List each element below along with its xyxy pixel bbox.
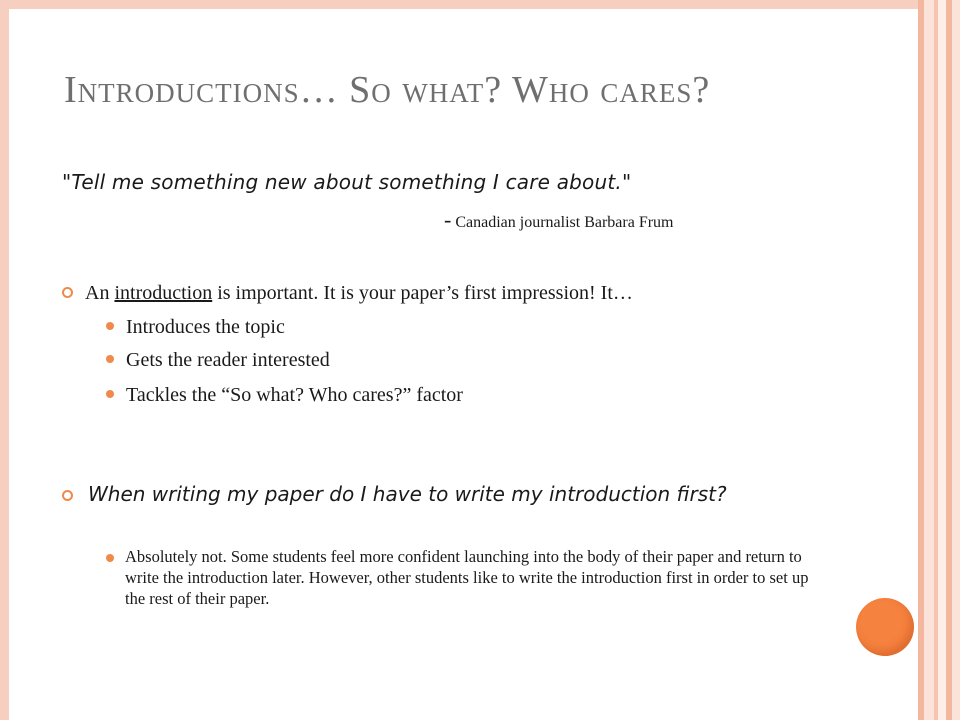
bullet-underlined-word: introduction bbox=[114, 282, 213, 304]
sub-bullet-text: Introduces the topic bbox=[126, 316, 285, 338]
answer-bullet bbox=[106, 546, 826, 609]
bullet-suffix: is important. It is your paper’s first impression! It… bbox=[212, 282, 633, 304]
decorative-stripes bbox=[918, 0, 960, 720]
sub-bullet bbox=[106, 316, 285, 339]
title-sub: So what? Who cares? bbox=[349, 69, 711, 111]
quote-text: "Tell me something new about something I care about." bbox=[62, 170, 632, 194]
answer-text: Absolutely not. Some students feel more confident launching into the body of their paper and return to write the introduction later. However, other students like to write the introduction first in order to set up the rest of their paper. bbox=[125, 547, 809, 608]
attribution-dash: - bbox=[444, 207, 452, 232]
sub-bullet-text: Gets the reader interested bbox=[126, 349, 330, 371]
dot-bullet-icon bbox=[106, 322, 114, 330]
dot-bullet-icon bbox=[106, 355, 114, 363]
slide-title bbox=[64, 68, 710, 112]
bullet-prefix: An bbox=[85, 282, 115, 304]
bullet-introduction bbox=[62, 282, 633, 305]
dot-bullet-icon bbox=[106, 390, 114, 398]
ring-bullet-icon bbox=[62, 287, 73, 298]
question-text: When writing my paper do I have to write my introduction first? bbox=[88, 482, 727, 506]
attribution-text: Canadian journalist Barbara Frum bbox=[455, 214, 674, 231]
ring-bullet-icon bbox=[62, 490, 73, 501]
sub-bullet bbox=[106, 384, 463, 407]
quote-attribution bbox=[444, 207, 674, 233]
dot-bullet-icon bbox=[106, 554, 114, 562]
bullet-question bbox=[62, 484, 782, 505]
sub-bullet bbox=[106, 349, 330, 372]
title-main: Introductions… bbox=[64, 69, 339, 111]
sub-bullet-text: Tackles the “So what? Who cares?” factor bbox=[126, 384, 463, 406]
decorative-circle bbox=[856, 598, 914, 656]
